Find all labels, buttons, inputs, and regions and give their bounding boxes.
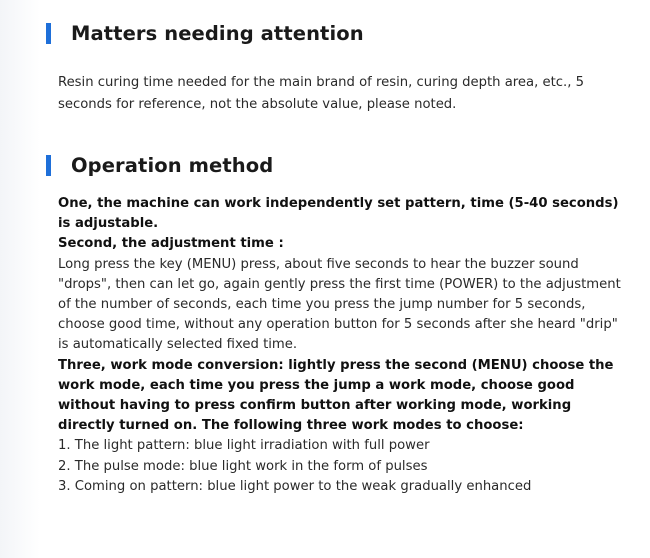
operation-content [46, 194, 622, 497]
attention-heading: Matters needing attention [71, 21, 364, 45]
attention-heading-row [46, 20, 622, 46]
mode-item-coming-on: 3. Coming on pattern: blue light power to the weak gradually enhanced [58, 478, 532, 494]
heading-accent-bar [46, 155, 51, 176]
operation-heading-row [46, 152, 622, 178]
step-two-title: Second, the adjustment time : [58, 236, 284, 252]
operation-heading: Operation method [71, 153, 274, 177]
attention-section [46, 20, 622, 116]
operation-section [46, 152, 622, 497]
left-edge-shade [0, 0, 40, 558]
step-one-text: One, the machine can work independently set pattern, time (5-40 seconds) is adjustable. [58, 196, 619, 232]
heading-accent-bar [46, 23, 51, 44]
step-two-body: Long press the key (MENU) press, about five seconds to hear the buzzer sound "drops", then can let go, again gently press the first time (POWER) to the adjustment of the number of seconds, each time you press the jump number for 5 seconds, choose good time, without any operation button for 5 seconds after she heard "drip" is automatically selected fixed time. [58, 256, 621, 353]
mode-item-pulse: 2. The pulse mode: blue light work in the form of pulses [58, 458, 428, 474]
mode-item-light: 1. The light pattern: blue light irradiation with full power [58, 438, 430, 454]
step-three-text: Three, work mode conversion: lightly press the second (MENU) choose the work mode, each time you press the jump a work mode, choose good without having to press confirm button after working mode, working directly turned on. The following three work modes to choose: [58, 357, 614, 434]
attention-paragraph: Resin curing time needed for the main brand of resin, curing depth area, etc., 5 seconds for reference, not the absolute value, please noted. [58, 75, 585, 112]
